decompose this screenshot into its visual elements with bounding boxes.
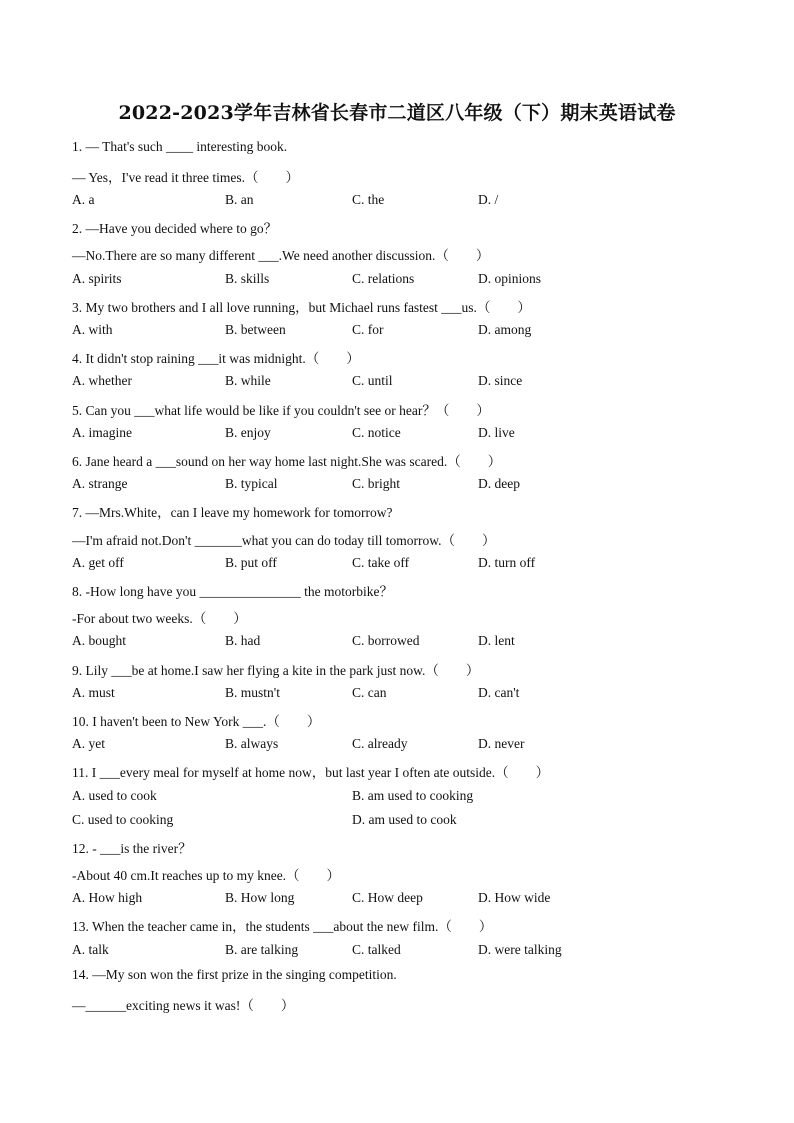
- q4-option-a[interactable]: A. whether: [72, 373, 132, 388]
- question-3-line-1: 3. My two brothers and I all love running，but Michael runs fastest ___us.（ ）: [72, 300, 531, 315]
- q7-option-b[interactable]: B. put off: [225, 555, 277, 570]
- q8-option-b[interactable]: B. had: [225, 633, 261, 648]
- q9-option-d[interactable]: D. can't: [478, 685, 520, 700]
- q10-option-c[interactable]: C. already: [352, 736, 408, 751]
- q2-option-d[interactable]: D. opinions: [478, 271, 542, 286]
- q2-option-b[interactable]: B. skills: [225, 271, 270, 286]
- q4-option-c[interactable]: C. until: [352, 373, 393, 388]
- page-title: 2022-2023学年吉林省长春市二道区八年级（下）期末英语试卷: [118, 102, 676, 124]
- q2-option-c[interactable]: C. relations: [352, 271, 415, 286]
- q12-option-a[interactable]: A. How high: [72, 890, 143, 905]
- question-13-line-1: 13. When the teacher came in，the students ___about the new film.（ ）: [72, 919, 493, 934]
- q5-option-c[interactable]: C. notice: [352, 425, 401, 440]
- q6-option-a[interactable]: A. strange: [72, 476, 128, 491]
- question-12-line-2: -About 40 cm.It reaches up to my knee.（ ）: [72, 868, 341, 883]
- question-14-line-2: —______exciting news it was!（ ）: [72, 998, 295, 1013]
- q8-option-c[interactable]: C. borrowed: [352, 633, 420, 648]
- q7-option-d[interactable]: D. turn off: [478, 555, 536, 570]
- q2-option-a[interactable]: A. spirits: [72, 271, 122, 286]
- question-8-line-1: 8. -How long have you _______________ the motorbike？: [72, 584, 393, 599]
- q1-option-b[interactable]: B. an: [225, 192, 254, 207]
- q12-option-b[interactable]: B. How long: [225, 890, 295, 905]
- q4-option-d[interactable]: D. since: [478, 373, 523, 388]
- q11-option-d[interactable]: D. am used to cook: [352, 812, 457, 827]
- question-6-line-1: 6. Jane heard a ___sound on her way home last night.She was scared.（ ）: [72, 454, 502, 469]
- q8-option-a[interactable]: A. bought: [72, 633, 126, 648]
- q10-option-d[interactable]: D. never: [478, 736, 525, 751]
- q10-option-b[interactable]: B. always: [225, 736, 279, 751]
- question-7-line-2: —I'm afraid not.Don't _______what you can do today till tomorrow.（ ）: [72, 533, 496, 548]
- q7-option-a[interactable]: A. get off: [72, 555, 124, 570]
- q3-option-a[interactable]: A. with: [72, 322, 113, 337]
- q9-option-a[interactable]: A. must: [72, 685, 115, 700]
- q9-option-c[interactable]: C. can: [352, 685, 387, 700]
- q12-option-c[interactable]: C. How deep: [352, 890, 423, 905]
- q7-option-c[interactable]: C. take off: [352, 555, 410, 570]
- q3-option-c[interactable]: C. for: [352, 322, 384, 337]
- q13-option-c[interactable]: C. talked: [352, 942, 401, 957]
- q11-option-a[interactable]: A. used to cook: [72, 788, 157, 803]
- q4-option-b[interactable]: B. while: [225, 373, 271, 388]
- q5-option-b[interactable]: B. enjoy: [225, 425, 271, 440]
- q5-option-d[interactable]: D. live: [478, 425, 515, 440]
- question-1-line-1: 1. — That's such ____ interesting book.: [72, 139, 288, 154]
- question-8-line-2: -For about two weeks.（ ）: [72, 611, 247, 626]
- q3-option-d[interactable]: D. among: [478, 322, 532, 337]
- q6-option-d[interactable]: D. deep: [478, 476, 520, 491]
- q12-option-d[interactable]: D. How wide: [478, 890, 551, 905]
- question-7-line-1: 7. —Mrs.White，can I leave my homework for tomorrow?: [72, 505, 393, 520]
- question-14-line-1: 14. —My son won the first prize in the singing competition.: [72, 967, 397, 982]
- question-5-line-1: 5. Can you ___what life would be like if you couldn't see or hear？（ ）: [72, 403, 490, 418]
- q13-option-a[interactable]: A. talk: [72, 942, 109, 957]
- q6-option-c[interactable]: C. bright: [352, 476, 401, 491]
- q9-option-b[interactable]: B. mustn't: [225, 685, 280, 700]
- question-12-line-1: 12. - ___is the river？: [72, 841, 192, 856]
- question-10-line-1: 10. I haven't been to New York ___.（ ）: [72, 714, 321, 729]
- question-4-line-1: 4. It didn't stop raining ___it was midnight.（ ）: [72, 351, 360, 366]
- q1-option-a[interactable]: A. a: [72, 192, 95, 207]
- question-2-line-1: 2. —Have you decided where to go？: [72, 221, 278, 236]
- question-2-line-2: —No.There are so many different ___.We need another discussion.（ ）: [72, 248, 490, 263]
- question-9-line-1: 9. Lily ___be at home.I saw her flying a kite in the park just now.（ ）: [72, 663, 480, 678]
- q13-option-d[interactable]: D. were talking: [478, 942, 562, 957]
- q1-option-d[interactable]: D. /: [478, 192, 499, 207]
- q10-option-a[interactable]: A. yet: [72, 736, 105, 751]
- q3-option-b[interactable]: B. between: [225, 322, 286, 337]
- q5-option-a[interactable]: A. imagine: [72, 425, 132, 440]
- q1-option-c[interactable]: C. the: [352, 192, 385, 207]
- question-11-line-1: 11. I ___every meal for myself at home now，but last year I often ate outside.（ ）: [72, 765, 550, 780]
- q6-option-b[interactable]: B. typical: [225, 476, 278, 491]
- q11-option-c[interactable]: C. used to cooking: [72, 812, 174, 827]
- question-1-line-2: — Yes，I've read it three times.（ ）: [72, 170, 300, 185]
- q11-option-b[interactable]: B. am used to cooking: [352, 788, 474, 803]
- q13-option-b[interactable]: B. are talking: [225, 942, 299, 957]
- q8-option-d[interactable]: D. lent: [478, 633, 515, 648]
